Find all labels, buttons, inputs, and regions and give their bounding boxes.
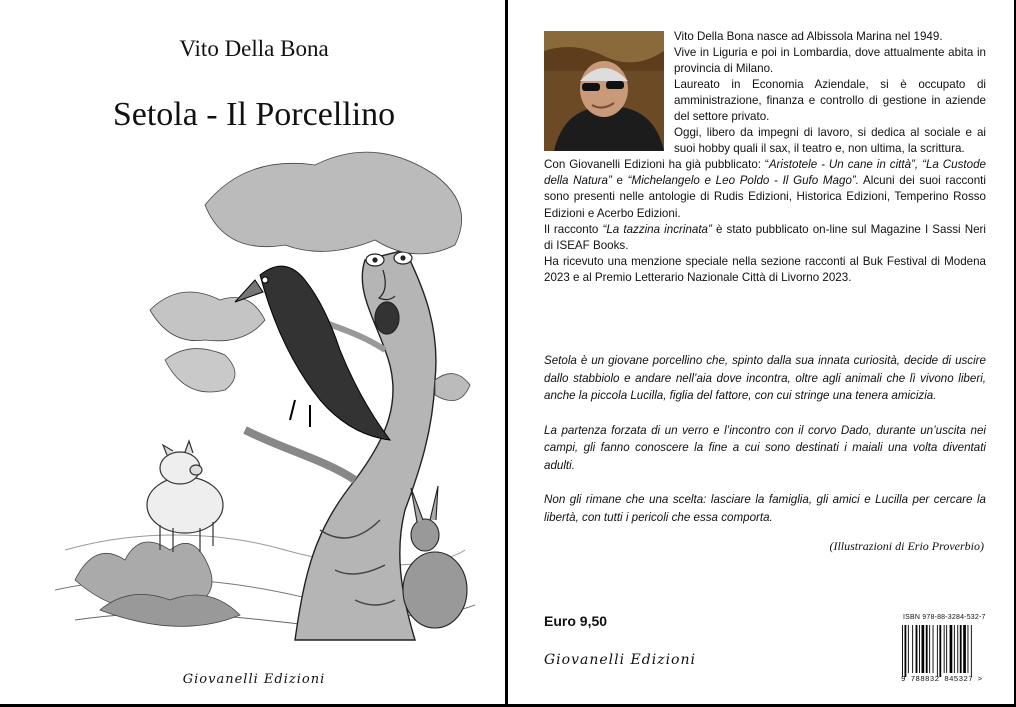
rabbit [403, 486, 467, 628]
barcode-bar [954, 625, 955, 673]
bio-paragraph: Oggi, libero da impegni di lavoro, si dedica al sociale e ai suoi hobby quali il sax, il teatro e, non ultima, la scrittura. [674, 126, 986, 156]
barcode-bar [933, 625, 934, 673]
isbn-label: ISBN 978-88-3284-532-7 [903, 614, 986, 621]
illustration-credits: (Illustrazioni di Erio Proverbio) [829, 539, 984, 553]
barcode-bar [968, 625, 969, 673]
barcode-bar [957, 625, 958, 673]
front-publisher: Giovanelli Edizioni [182, 672, 326, 687]
back-publisher: Giovanelli Edizioni [544, 652, 696, 668]
author-bio [544, 29, 986, 286]
bio-paragraph: Ha ricevuto una menzione speciale nella sezione racconti al Buk Festival di Modena 2023 e al Premio Letterario Nazionale Città di Livorno 2023. [544, 254, 986, 284]
barcode-bar [908, 625, 909, 673]
barcode-bar [922, 625, 925, 673]
barcode-bar [946, 625, 947, 673]
barcode-bar [971, 625, 972, 677]
price: Euro 9,50 [544, 613, 608, 629]
bio-paragraph: Vito Della Bona nasce ad Albissola Marina nel 1949. [674, 30, 943, 43]
bio-paragraph: Il racconto “La tazzina incrinata” è stato pubblicato on-line sul Magazine I Sassi Neri di ISEAF Books. [544, 222, 986, 252]
synopsis-paragraph: Setola è un giovane porcellino che, spinto dalla sua innata curiosità, decide di uscire dallo stabbiolo e andare nell’aia dove incontra, oltre agli animali che lì vivono liberi, anche la piccola Lucilla, figlia del fattore, con cui stringe una tenera amicizia. [544, 354, 986, 402]
barcode-bar [916, 625, 918, 673]
barcode-bar [937, 625, 938, 677]
front-author: Vito Della Bona [179, 36, 329, 61]
synopsis-paragraph: La partenza forzata di un verro e l’incontro con il corvo Dado, durante un’uscita nei campi, gli fanno conoscere la fine a cui sono destinati i maiali una volta diventati adulti. [544, 423, 986, 472]
bio-paragraph: Laureato in Economia Aziendale, si è occupato di amministrazione, finanza e controllo di gestione in aziende del settore privato. [674, 78, 986, 124]
barcode-bar [929, 625, 930, 673]
barcode-bar [905, 625, 907, 677]
book-synopsis [544, 352, 986, 543]
bush-left [75, 542, 240, 626]
barcode-bar [963, 625, 966, 673]
barcode-bar [912, 625, 913, 673]
barcode-bar [944, 625, 945, 673]
back-cover [511, 0, 1016, 707]
barcode-bar [939, 625, 941, 677]
barcode-number: 9 788832 845327 > [901, 676, 983, 684]
barcode-bar [926, 625, 928, 673]
synopsis-paragraph: Non gli rimane che una scelta: lasciare la famiglia, gli amici e Lucilla per cercare la libertà, con tutti i pericoli che essa comporta. [544, 493, 986, 524]
bio-paragraph: Vive in Liguria e poi in Lombardia, dove attualmente abita in provincia di Milano. [674, 46, 986, 76]
cover-illustration [55, 150, 475, 650]
barcode-bar [950, 625, 953, 673]
front-title: Setola - Il Porcellino [112, 96, 396, 133]
barcode [901, 625, 987, 677]
barcode-bar [919, 625, 920, 673]
bio-paragraph: Con Giovanelli Edizioni ha già pubblicato: “Aristotele - Un cane in città”, “La Custode della Natura” e “Michelangelo e Leo Poldo - Il Gufo Mago”. Alcuni dei suoi racconti sono presenti nelle antologie di Rudis Edizioni, Historica Edizioni, Temperino Rosso Edizioni e Acerbo Edizioni. [544, 158, 986, 220]
barcode-bar [960, 625, 962, 673]
barcode-bar [902, 625, 903, 677]
